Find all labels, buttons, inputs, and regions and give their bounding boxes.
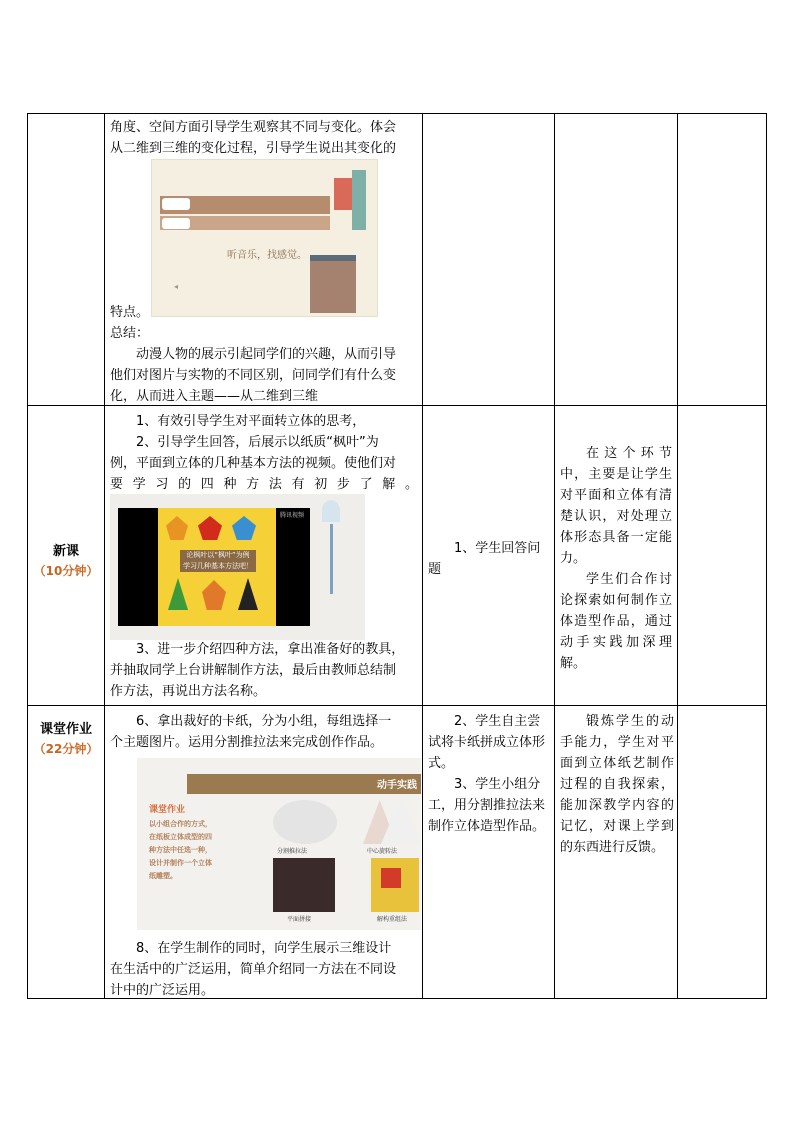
method-label: 分割推拉法 bbox=[277, 848, 308, 855]
banner-line: 学习几种基本方法吧！ bbox=[183, 562, 253, 570]
text-line: 他们对图片与实物的不同区别，问同学们有什么变 bbox=[110, 368, 397, 383]
text-line: 在这个环节中，主要是让学生对平面和立体有清楚认识，对处理立体形态具备一定能力。 bbox=[560, 446, 672, 566]
slide-body-line: 种方法中任选一种， bbox=[149, 846, 212, 854]
row3-student-activity bbox=[428, 711, 552, 837]
stage-name: 课堂作业 bbox=[39, 722, 92, 737]
row3-content bbox=[110, 711, 418, 753]
method-label: 解构重组法 bbox=[377, 916, 408, 923]
text-line: 并抽取同学上台讲解制作方法，最后由教师总结制 bbox=[110, 663, 397, 678]
row2-student-activity: 1、学生回答问题 bbox=[428, 541, 541, 577]
slide-body-line: 在纸板立体成型的四 bbox=[149, 833, 212, 841]
text-line: 作方法，再说出方法名称。 bbox=[110, 684, 267, 699]
lesson-plan-table bbox=[27, 113, 767, 999]
video-banner bbox=[180, 550, 256, 572]
slide-homework bbox=[137, 758, 421, 930]
slide-body-line: 纸雕塑。 bbox=[149, 872, 177, 880]
slide-header: 动手实践 bbox=[377, 780, 417, 791]
summary-label: 总结： bbox=[110, 326, 150, 341]
slide-title: 课堂作业 bbox=[149, 805, 186, 815]
row3-design-intent: 锻炼学生的动手能力，学生对平面到立体纸艺制作过程的自我探索，能加深教学内容的记忆，对课上学到的东西进行反馈。 bbox=[560, 714, 674, 855]
text-line: 8、在学生制作的同时，向学生展示三维设计 bbox=[136, 941, 392, 956]
text-line: 动漫人物的展示引起同学们的兴趣，从而引导 bbox=[136, 347, 397, 362]
slide-body bbox=[149, 818, 257, 883]
slide-music-image bbox=[151, 159, 378, 317]
paper-sculpture-image bbox=[381, 868, 401, 888]
banner-line: 论枫叶以“枫叶”为例 bbox=[186, 551, 250, 559]
text-line: 特点。 bbox=[110, 305, 150, 320]
text-line: 2、引导学生回答，后展示以纸质“枫叶”为 bbox=[136, 435, 379, 450]
slide-body-line: 设计并制作一个立体 bbox=[149, 859, 212, 867]
text-line: 在生活中的广泛运用，简单介绍同一方法在不同设 bbox=[110, 962, 397, 977]
stage-time: （22分钟） bbox=[33, 742, 99, 756]
row-divider bbox=[28, 705, 766, 706]
slide-body-line: 以小组合作的方式， bbox=[149, 820, 212, 828]
text-line: 化，从而进入主题——从二维到三维 bbox=[110, 389, 319, 404]
row2-content bbox=[110, 411, 418, 495]
wind-chime-icon bbox=[330, 524, 333, 594]
text-line: 6、拿出裁好的卡纸，分为小组，每组选择一 bbox=[136, 714, 392, 729]
slide-sticker bbox=[162, 218, 190, 229]
column-divider bbox=[104, 114, 105, 998]
stage-time: （10分钟） bbox=[33, 564, 99, 578]
row3-after bbox=[110, 938, 418, 1001]
column-divider bbox=[677, 114, 678, 998]
text-line: 从二维到三维的变化过程，引导学生说出其变化的 bbox=[110, 141, 397, 156]
row1-after bbox=[110, 302, 418, 407]
row2-design-intent bbox=[560, 443, 672, 674]
text-line: 1、有效引导学生对平面转立体的思考， bbox=[136, 414, 366, 429]
row1-content bbox=[110, 117, 418, 159]
text-line: 要学习的四种方法有初步了解。 bbox=[110, 477, 418, 492]
slide-sticker bbox=[162, 198, 190, 210]
method-label: 平面拼接 bbox=[287, 916, 312, 923]
hanging-charm bbox=[352, 170, 366, 230]
paper-sculpture-image bbox=[273, 858, 335, 912]
slide-maple-video bbox=[110, 494, 365, 640]
text-line: 学生们合作讨论探索如何制作立体造型作品，通过动手实践加深理解。 bbox=[560, 572, 672, 671]
text-line: 2、学生自主尝试将卡纸拼成立体形式。 bbox=[428, 714, 546, 771]
video-logo: 腾讯视频 bbox=[280, 512, 305, 519]
slide-caption: 听音乐，找感觉。 bbox=[227, 250, 307, 261]
method-label: 中心旋转法 bbox=[367, 848, 398, 855]
text-line: 3、学生小组分工，用分割推拉法来制作立体造型作品。 bbox=[428, 777, 546, 834]
text-line: 个主题图片。运用分割推拉法来完成创作作品。 bbox=[110, 735, 384, 750]
text-line: 计中的广泛运用。 bbox=[110, 983, 215, 998]
stage-title bbox=[28, 718, 104, 757]
stage-title bbox=[28, 540, 104, 579]
wind-chime-icon bbox=[322, 500, 340, 522]
paper-sculpture-image bbox=[273, 800, 337, 844]
stage-name: 新课 bbox=[52, 544, 79, 559]
row2-after bbox=[110, 639, 418, 702]
column-divider bbox=[422, 114, 423, 998]
text-line: 例，平面到立体的几种基本方法的视频。使他们对 bbox=[110, 456, 397, 471]
text-line: 角度、空间方面引导学生观察其不同与变化。体会 bbox=[110, 120, 397, 135]
speaker-icon: ◂ bbox=[174, 282, 179, 291]
text-line: 3、进一步介绍四种方法，拿出准备好的教具， bbox=[136, 642, 405, 657]
column-divider bbox=[554, 114, 555, 998]
